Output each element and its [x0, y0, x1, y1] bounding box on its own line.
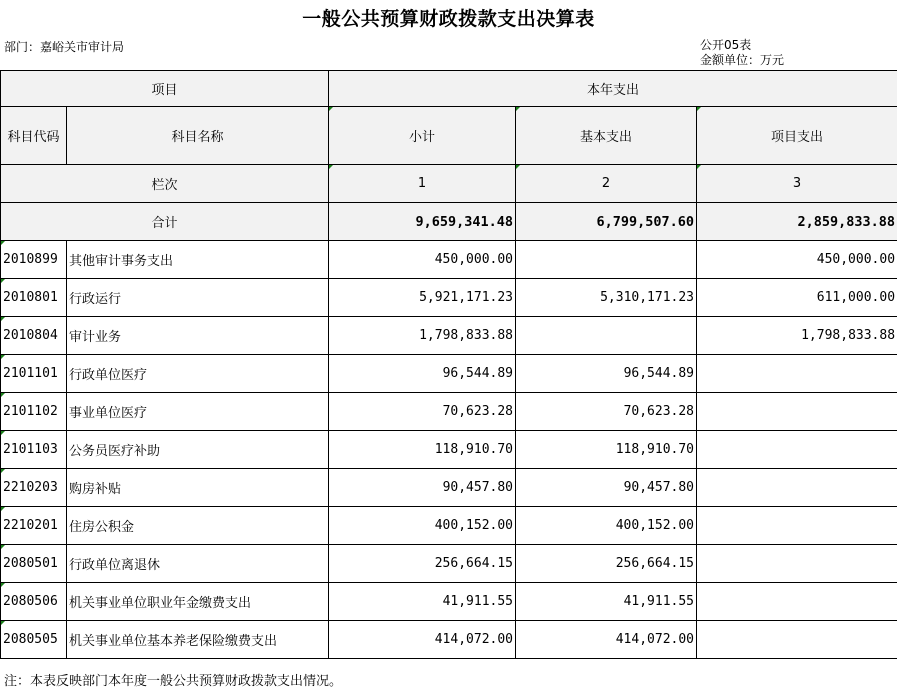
- row-project: [697, 393, 897, 431]
- row-subtotal: 256,664.15: [329, 545, 516, 583]
- row-code: 2101101: [1, 355, 67, 393]
- row-name: 行政运行: [67, 279, 329, 317]
- row-code: 2080506: [1, 583, 67, 621]
- row-code: 2210203: [1, 469, 67, 507]
- header-row-1: [1, 71, 897, 107]
- row-name: 行政单位医疗: [67, 355, 329, 393]
- row-project: [697, 583, 897, 621]
- row-project: [697, 469, 897, 507]
- row-name: 行政单位离退休: [67, 545, 329, 583]
- row-subtotal: 90,457.80: [329, 469, 516, 507]
- unit-label: 金额单位：万元: [700, 53, 785, 67]
- row-code: 2010804: [1, 317, 67, 355]
- header-project: 项目支出: [697, 107, 897, 165]
- header-basic: 基本支出: [516, 107, 697, 165]
- row-name: 住房公积金: [67, 507, 329, 545]
- table-meta: [700, 38, 784, 68]
- row-basic: 414,072.00: [516, 621, 697, 659]
- table-row: [1, 545, 897, 583]
- total-project: 2,859,833.88: [697, 203, 897, 241]
- page-title: 一般公共预算财政拨款支出决算表: [302, 8, 595, 30]
- row-code: 2210201: [1, 507, 67, 545]
- row-project: 1,798,833.88: [697, 317, 897, 355]
- row-code: 2080501: [1, 545, 67, 583]
- header-name: 科目名称: [67, 107, 329, 165]
- row-name: 审计业务: [67, 317, 329, 355]
- header-row-2: [1, 107, 897, 165]
- expenditure-table: [0, 70, 897, 659]
- header-subtotal: 小计: [329, 107, 516, 165]
- table-row: [1, 431, 897, 469]
- row-subtotal: 450,000.00: [329, 241, 516, 279]
- row-code: 2010899: [1, 241, 67, 279]
- total-row: [1, 203, 897, 241]
- table-row: [1, 393, 897, 431]
- header-code: 科目代码: [1, 107, 67, 165]
- column-index-row: [1, 165, 897, 203]
- row-name: 事业单位医疗: [67, 393, 329, 431]
- column-index-3: 3: [697, 165, 897, 203]
- row-project: [697, 545, 897, 583]
- row-basic: 5,310,171.23: [516, 279, 697, 317]
- column-index-2: 2: [516, 165, 697, 203]
- footnote: 注：本表反映部门本年度一般公共预算财政拨款支出情况。: [4, 674, 343, 689]
- row-project: [697, 355, 897, 393]
- row-basic: 41,911.55: [516, 583, 697, 621]
- row-project: [697, 507, 897, 545]
- row-basic: 70,623.28: [516, 393, 697, 431]
- header-current-year: 本年支出: [329, 71, 897, 107]
- table-row: [1, 279, 897, 317]
- row-project: [697, 621, 897, 659]
- row-subtotal: 70,623.28: [329, 393, 516, 431]
- row-subtotal: 118,910.70: [329, 431, 516, 469]
- row-basic: 400,152.00: [516, 507, 697, 545]
- total-subtotal: 9,659,341.48: [329, 203, 516, 241]
- table-number: 公开05表: [700, 38, 752, 52]
- row-code: 2080505: [1, 621, 67, 659]
- row-basic: [516, 241, 697, 279]
- column-index-label: 栏次: [1, 165, 329, 203]
- row-project: [697, 431, 897, 469]
- row-code: 2101103: [1, 431, 67, 469]
- row-name: 购房补贴: [67, 469, 329, 507]
- row-subtotal: 1,798,833.88: [329, 317, 516, 355]
- row-name: 公务员医疗补助: [67, 431, 329, 469]
- column-index-1: 1: [329, 165, 516, 203]
- row-code: 2010801: [1, 279, 67, 317]
- row-code: 2101102: [1, 393, 67, 431]
- row-name: 机关事业单位基本养老保险缴费支出: [67, 621, 329, 659]
- row-subtotal: 414,072.00: [329, 621, 516, 659]
- header-item: 项目: [1, 71, 329, 107]
- table-row: [1, 469, 897, 507]
- row-basic: 256,664.15: [516, 545, 697, 583]
- table-row: [1, 583, 897, 621]
- row-project: 611,000.00: [697, 279, 897, 317]
- table-row: [1, 621, 897, 659]
- row-subtotal: 41,911.55: [329, 583, 516, 621]
- row-basic: 96,544.89: [516, 355, 697, 393]
- table-row: [1, 355, 897, 393]
- row-name: 机关事业单位职业年金缴费支出: [67, 583, 329, 621]
- table-row: [1, 317, 897, 355]
- row-basic: [516, 317, 697, 355]
- row-name: 其他审计事务支出: [67, 241, 329, 279]
- table-row: [1, 241, 897, 279]
- row-basic: 90,457.80: [516, 469, 697, 507]
- total-basic: 6,799,507.60: [516, 203, 697, 241]
- table-row: [1, 507, 897, 545]
- row-project: 450,000.00: [697, 241, 897, 279]
- department-label: 部门：嘉峪关市审计局: [4, 40, 125, 54]
- row-subtotal: 5,921,171.23: [329, 279, 516, 317]
- row-basic: 118,910.70: [516, 431, 697, 469]
- total-label: 合计: [1, 203, 329, 241]
- row-subtotal: 96,544.89: [329, 355, 516, 393]
- row-subtotal: 400,152.00: [329, 507, 516, 545]
